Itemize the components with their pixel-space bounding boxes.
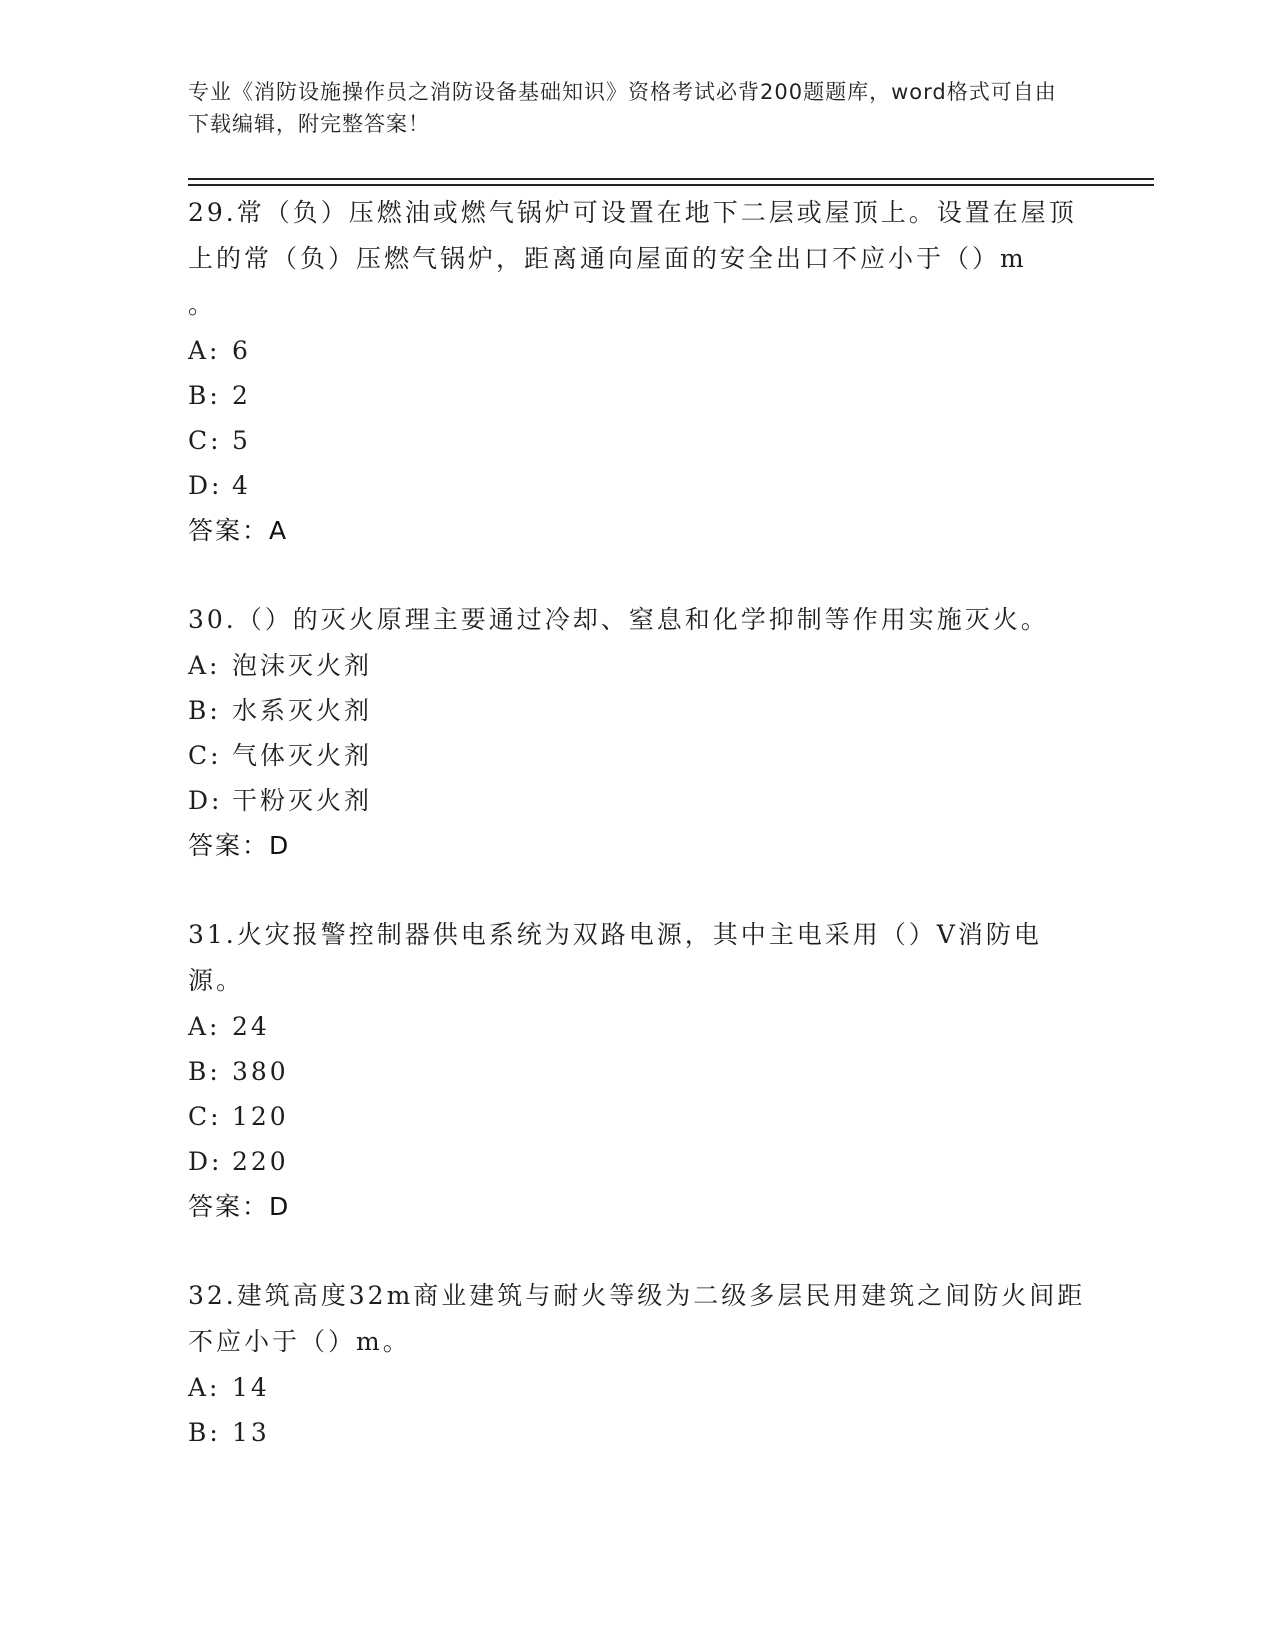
option-b: B: 2 [188, 381, 251, 410]
option-a: A: 泡沫灭火剂 [188, 651, 373, 680]
option-a: A: 6 [188, 336, 251, 365]
header-divider-top [188, 178, 1154, 180]
question-list [188, 190, 1088, 1498]
question-text: 29.常（负）压燃油或燃气锅炉可设置在地下二层或屋顶上。设置在屋顶上的常（负）压燃气锅炉，距离通向屋面的安全出口不应小于（）m 。 [188, 190, 1088, 328]
header-divider-bottom [188, 184, 1154, 186]
question-29 [188, 190, 1088, 554]
question-text: 30.（）的灭火原理主要通过冷却、窒息和化学抑制等作用实施灭火。 [188, 605, 1049, 634]
option-d: D: 220 [188, 1147, 289, 1176]
option-b: B: 380 [188, 1057, 289, 1086]
option-a: A: 14 [188, 1373, 270, 1402]
option-d: D: 干粉灭火剂 [188, 786, 373, 815]
question-text: 32.建筑高度32m商业建筑与耐火等级为二级多层民用建筑之间防火间距不应小于（）m。 [188, 1281, 1086, 1356]
answer: 答案：D [188, 1192, 291, 1221]
option-c: C: 120 [188, 1102, 289, 1131]
question-30 [188, 597, 1088, 869]
option-a: A: 24 [188, 1012, 270, 1041]
option-b: B: 13 [188, 1418, 270, 1447]
document-header: 专业《消防设施操作员之消防设备基础知识》资格考试必背200题题库，word格式可自由下载编辑，附完整答案！ [188, 80, 1057, 136]
option-c: C: 5 [188, 426, 251, 455]
question-text-tail: 。 [188, 290, 217, 319]
question-text: 31.火灾报警控制器供电系统为双路电源，其中主电采用（）V消防电源。 [188, 920, 1042, 995]
option-c: C: 气体灭火剂 [188, 741, 373, 770]
option-b: B: 水系灭火剂 [188, 696, 373, 725]
question-32 [188, 1273, 1088, 1455]
answer: 答案：A [188, 516, 289, 545]
question-31 [188, 912, 1088, 1230]
answer: 答案：D [188, 831, 291, 860]
option-d: D: 4 [188, 471, 251, 500]
